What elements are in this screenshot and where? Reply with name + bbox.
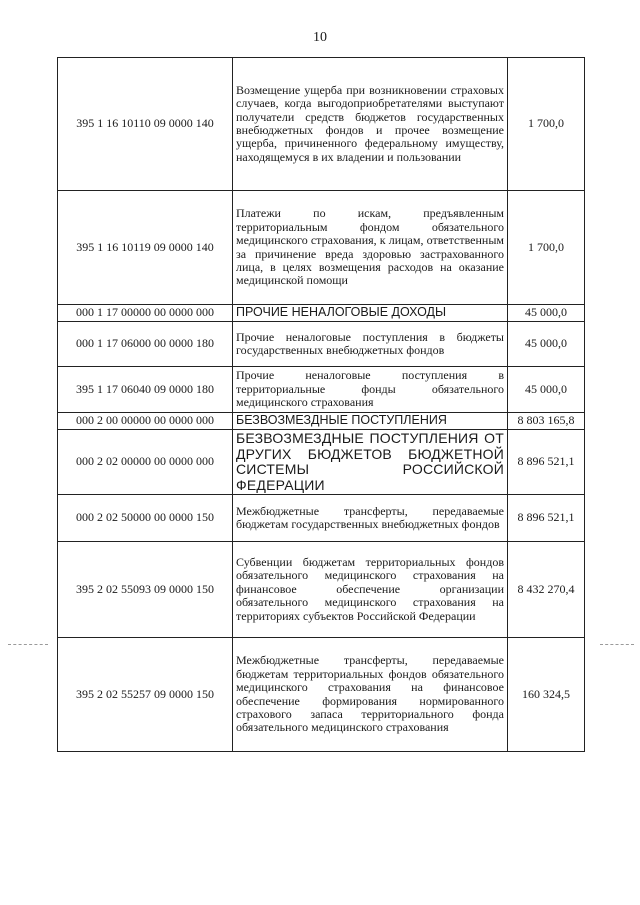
amount-cell: 8 896 521,1 — [508, 495, 585, 542]
table-row-section-header — [58, 305, 585, 322]
scan-dash-artifact-right — [600, 644, 634, 645]
budget-code-cell: 000 1 17 06000 00 0000 180 — [58, 322, 233, 367]
revenue-name-cell: Межбюджетные трансферты, передаваемые бюджетам государственных внебюджетных фондов — [233, 495, 508, 542]
budget-revenue-table — [57, 57, 585, 752]
revenue-name-cell: БЕЗВОЗМЕЗДНЫЕ ПОСТУПЛЕНИЯ ОТ ДРУГИХ БЮДЖЕТОВ БЮДЖЕТНОЙ СИСТЕМЫ РОССИЙСКОЙ ФЕДЕРАЦИИ — [233, 430, 508, 495]
revenue-name-cell: Прочие неналоговые поступления в территориальные фонды обязательного медицинского страхования — [233, 367, 508, 413]
amount-cell: 45 000,0 — [508, 367, 585, 413]
revenue-name-cell: БЕЗВОЗМЕЗДНЫЕ ПОСТУПЛЕНИЯ — [233, 413, 508, 430]
amount-cell: 1 700,0 — [508, 58, 585, 191]
budget-code-cell: 000 2 00 00000 00 0000 000 — [58, 413, 233, 430]
table-row — [58, 58, 585, 191]
revenue-name-cell: Возмещение ущерба при возникновении страховых случаев, когда выгодоприобретателями выступают получатели средств бюджетов государственных внебюджетных фондов и прочее возмещение ущерба, причиненного федеральному имуществу, находящемуся в их владении и пользовании — [233, 58, 508, 191]
amount-cell: 160 324,5 — [508, 638, 585, 752]
revenue-name-cell: Платежи по искам, предъявленным территориальным фондом обязательного медицинского страхования, к лицам, ответственным за причинение вреда здоровью застрахованного лица, в целях возмещения расходов на оказание медицинской помощи — [233, 191, 508, 305]
amount-cell: 8 803 165,8 — [508, 413, 585, 430]
table-row — [58, 367, 585, 413]
table-row — [58, 638, 585, 752]
table-row — [58, 542, 585, 638]
revenue-name-cell: Субвенции бюджетам территориальных фондов обязательного медицинского страхования на финансовое обеспечение организации обязательного медицинского страхования на территориях субъектов Российской Федерации — [233, 542, 508, 638]
revenue-name-cell: Прочие неналоговые поступления в бюджеты государственных внебюджетных фондов — [233, 322, 508, 367]
table-row — [58, 322, 585, 367]
budget-code-cell: 395 2 02 55257 09 0000 150 — [58, 638, 233, 752]
budget-code-cell: 000 2 02 00000 00 0000 000 — [58, 430, 233, 495]
amount-cell: 45 000,0 — [508, 322, 585, 367]
table-row — [58, 191, 585, 305]
table-row — [58, 495, 585, 542]
revenue-name-cell: ПРОЧИЕ НЕНАЛОГОВЫЕ ДОХОДЫ — [233, 305, 508, 322]
budget-code-cell: 395 1 17 06040 09 0000 180 — [58, 367, 233, 413]
amount-cell: 1 700,0 — [508, 191, 585, 305]
budget-code-cell: 000 2 02 50000 00 0000 150 — [58, 495, 233, 542]
scan-dash-artifact-left — [8, 644, 48, 645]
table-row-section-header — [58, 413, 585, 430]
amount-cell: 8 896 521,1 — [508, 430, 585, 495]
amount-cell: 45 000,0 — [508, 305, 585, 322]
budget-code-cell: 395 2 02 55093 09 0000 150 — [58, 542, 233, 638]
page-number: 10 — [313, 30, 327, 45]
budget-code-cell: 395 1 16 10110 09 0000 140 — [58, 58, 233, 191]
budget-code-cell: 000 1 17 00000 00 0000 000 — [58, 305, 233, 322]
table-row-section-header — [58, 430, 585, 495]
revenue-name-cell: Межбюджетные трансферты, передаваемые бюджетам территориальных фондов обязательного медицинского страхования на финансовое обеспечение формирования нормированного страхового запаса территориального фонда обязательного медицинского страхования — [233, 638, 508, 752]
budget-code-cell: 395 1 16 10119 09 0000 140 — [58, 191, 233, 305]
amount-cell: 8 432 270,4 — [508, 542, 585, 638]
